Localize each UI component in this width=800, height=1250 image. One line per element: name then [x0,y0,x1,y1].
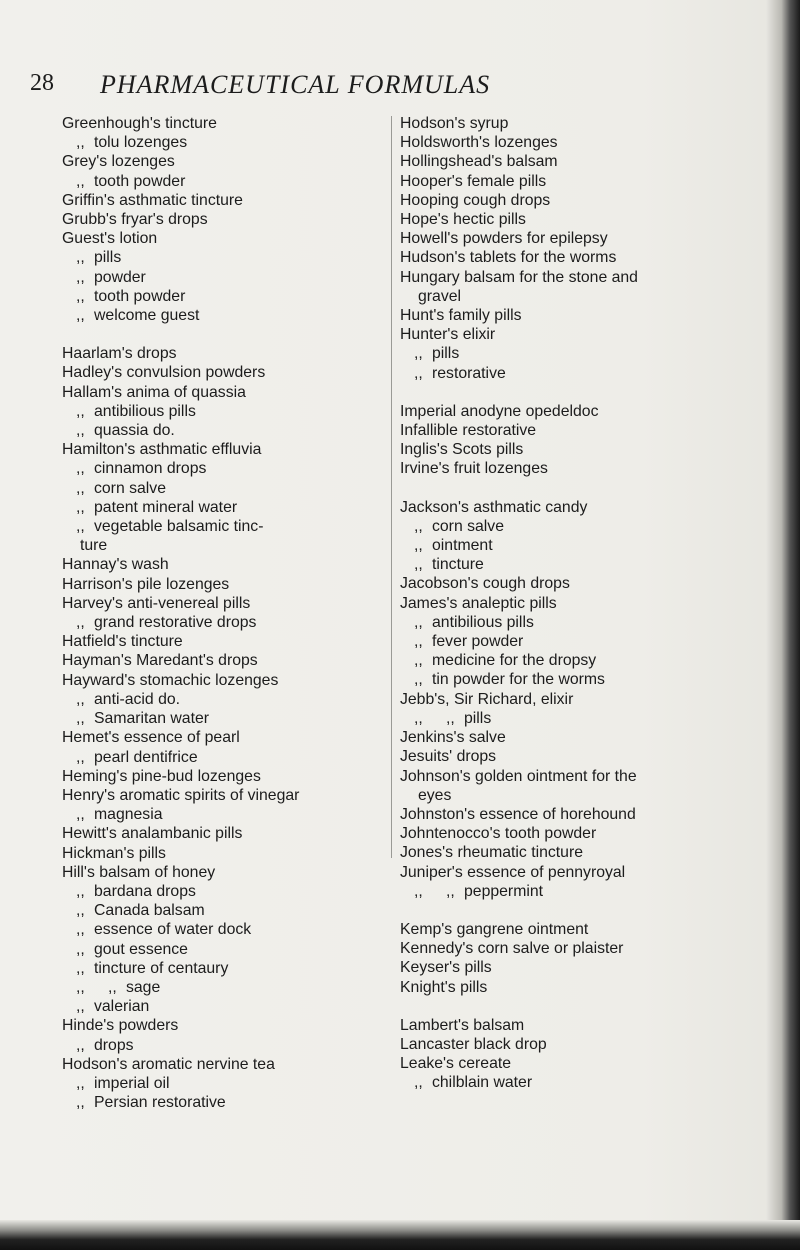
entry-text: Hunter's elixir [400,326,496,344]
entry-text: restorative [432,364,506,382]
entry-text: Grey's lozenges [62,153,175,171]
ditto-mark: ,, [76,940,85,958]
ditto-mark: ,, [414,1074,423,1092]
formula-entry [400,287,722,306]
formula-entry [62,555,382,574]
entry-text: Johntenocco's tooth powder [400,825,597,843]
entry-text: Jenkins's salve [400,729,506,747]
entry-text: Hodson's aromatic nervine tea [62,1055,275,1073]
formula-entry [62,1016,382,1035]
formula-entry [62,287,382,306]
formula-entry [62,383,382,402]
formula-entry [62,940,382,959]
formula-entry [400,1016,722,1035]
entry-text: tincture of centaury [94,959,229,977]
entry-text: Kennedy's corn salve or plaister [400,940,624,958]
formula-entry [400,229,722,248]
formula-entry [400,920,722,939]
formula-entry [62,613,382,632]
left-column [62,114,382,1112]
formula-entry [62,844,382,863]
entry-text: Harvey's anti-venereal pills [62,594,251,612]
ditto-mark: ,, [414,364,423,382]
entry-text: pills [464,709,492,727]
entry-text: Hadley's convulsion powders [62,364,266,382]
ditto-mark: ,, [76,268,85,286]
entry-text: eyes [418,786,452,804]
ditto-mark: ,, [76,998,85,1016]
formula-entry [62,363,382,382]
ditto-mark: ,, [414,709,423,727]
ditto-mark: ,, [76,1036,85,1054]
formula-entry [400,248,722,267]
entry-text: tolu lozenges [94,134,188,152]
formula-entry [62,440,382,459]
entry-text: Hunt's family pills [400,307,522,325]
entry-text: Hollingshead's balsam [400,153,558,171]
entry-text: Heming's pine-bud lozenges [62,767,261,785]
entry-text: James's analeptic pills [400,594,557,612]
column-rule [391,116,392,858]
formula-entry [62,1093,382,1112]
entry-text: essence of water dock [94,921,252,939]
ditto-mark: ,, [76,307,85,325]
formula-entry [400,613,722,632]
entry-text: medicine for the dropsy [432,652,597,670]
entry-text: tooth powder [94,287,186,305]
ditto-mark: ,, [76,690,85,708]
entry-text: tin powder for the worms [432,671,605,689]
entry-text: Jones's rheumatic tincture [400,844,584,862]
ditto-mark: ,, [414,652,423,670]
formula-entry [62,1074,382,1093]
formula-entry [400,133,722,152]
ditto-mark: ,, [76,978,85,996]
ditto-mark: ,, [76,710,85,728]
formula-entry [400,958,722,977]
entry-text: antibilious pills [94,402,196,420]
formula-entry [62,306,382,325]
formula-entry [62,671,382,690]
entry-text: magnesia [94,806,163,824]
entry-text: Haarlam's drops [62,345,177,363]
formula-entry [62,344,382,363]
entry-text: pills [94,249,122,267]
entry-text: Hickman's pills [62,844,166,862]
formula-entry [62,229,382,248]
entry-group-gap [62,325,382,344]
page-header [30,70,590,104]
entry-text: Hooper's female pills [400,172,547,190]
formula-entry [400,517,722,536]
formula-entry [62,978,382,997]
entry-text: Hungary balsam for the stone and [400,268,638,286]
formula-entry [400,1073,722,1092]
ditto-mark: ,, [414,613,423,631]
entry-text: Harrison's pile lozenges [62,575,230,593]
page-edge-shadow-bottom [0,1220,800,1250]
entry-text: Keyser's pills [400,959,492,977]
formula-entry [400,574,722,593]
ditto-mark: ,, [414,633,423,651]
entry-text: Leake's cereate [400,1055,512,1073]
entry-text: chilblain water [432,1074,533,1092]
entry-text: Hamilton's asthmatic effluvia [62,441,262,459]
formula-entry [400,670,722,689]
formula-entry [400,824,722,843]
entry-text: gout essence [94,940,188,958]
entry-text: Holdsworth's lozenges [400,134,558,152]
entry-text: corn salve [94,479,166,497]
formula-entry [400,536,722,555]
ditto-mark: ,, [414,882,423,900]
entry-text: Irvine's fruit lozenges [400,460,548,478]
formula-entry [62,901,382,920]
formula-entry [62,767,382,786]
formula-entry [62,248,382,267]
entry-text: Canada balsam [94,902,205,920]
entry-text: imperial oil [94,1074,170,1092]
formula-entry [62,632,382,651]
ditto-mark: ,, [76,959,85,977]
ditto-mark: ,, [76,806,85,824]
formula-entry [400,421,722,440]
formula-entry [400,440,722,459]
formula-entry [400,939,722,958]
entry-text: Persian restorative [94,1094,226,1112]
entry-text: antibilious pills [432,613,534,631]
formula-entry [62,479,382,498]
formula-entry [62,402,382,421]
ditto-mark: ,, [414,537,423,555]
entry-text: grand restorative drops [94,614,257,632]
formula-entry [400,786,722,805]
ditto-mark: ,, [76,249,85,267]
entry-text: sage [126,978,161,996]
formula-entry [62,690,382,709]
entry-text: powder [94,268,146,286]
entry-text: quassia do. [94,422,175,440]
formula-entry [400,632,722,651]
formula-entry [62,268,382,287]
entry-text: welcome guest [94,307,200,325]
formula-entry [400,1054,722,1073]
entry-text: fever powder [432,633,524,651]
formula-entry [62,920,382,939]
entry-text: ture [80,537,108,555]
entry-text: Knight's pills [400,978,488,996]
entry-text: bardana drops [94,882,196,900]
entry-text: Johnston's essence of horehound [400,805,636,823]
ditto-mark: ,, [76,882,85,900]
formula-entry [62,651,382,670]
entry-text: Johnson's golden ointment for the [400,767,637,785]
page-edge-shadow-right [766,0,800,1250]
formula-entry [400,306,722,325]
entry-text: Samaritan water [94,710,210,728]
formula-entry [62,728,382,747]
formula-entry [400,709,722,728]
formula-entry [62,959,382,978]
entry-text: Kemp's gangrene ointment [400,920,589,938]
entry-text: Hannay's wash [62,556,169,574]
entry-text: Jackson's asthmatic candy [400,498,588,516]
entry-text: Hodson's syrup [400,115,509,132]
ditto-mark: ,, [76,172,85,190]
ditto-mark: ,, [76,460,85,478]
entry-group-gap [400,997,722,1016]
formula-entry [400,690,722,709]
formula-entry [62,152,382,171]
ditto-mark: ,, [414,671,423,689]
entry-text: pearl dentifrice [94,748,198,766]
formula-entry [62,536,382,555]
entry-text: tooth powder [94,172,186,190]
ditto-mark: ,, [446,709,455,727]
formula-entry [62,863,382,882]
entry-text: Infallible restorative [400,422,537,440]
entry-text: vegetable balsamic tinc- [94,518,264,536]
formula-entry [400,767,722,786]
entry-text: Henry's aromatic spirits of vinegar [62,786,300,804]
entry-text: Hewitt's analambanic pills [62,825,243,843]
entry-text: patent mineral water [94,498,238,516]
formula-entry [62,517,382,536]
formula-entry [400,459,722,478]
formula-entry [62,786,382,805]
ditto-mark: ,, [76,498,85,516]
ditto-mark: ,, [414,345,423,363]
formula-entry [62,114,382,133]
entry-text: Hooping cough drops [400,191,551,209]
running-title: PHARMACEUTICAL FORMULAS [100,70,491,99]
formula-entry [400,210,722,229]
formula-entry [400,1035,722,1054]
formula-entry [400,325,722,344]
formula-entry [62,133,382,152]
formula-entry [62,997,382,1016]
formula-entry [62,594,382,613]
formula-entry [62,882,382,901]
formula-entry [62,459,382,478]
entry-text: Hope's hectic pills [400,211,526,229]
formula-entry [62,498,382,517]
entry-text: Jebb's, Sir Richard, elixir [400,690,574,708]
formula-entry [400,268,722,287]
entry-text: ointment [432,537,493,555]
formula-entry [62,1036,382,1055]
entry-text: drops [94,1036,134,1054]
formula-entry [400,594,722,613]
formula-entry [62,191,382,210]
page-number: 28 [30,70,54,96]
ditto-mark: ,, [76,422,85,440]
entry-text: Imperial anodyne opedeldoc [400,402,599,420]
entry-text: Hatfield's tincture [62,633,183,651]
ditto-mark: ,, [76,518,85,536]
entry-text: Griffin's asthmatic tincture [62,191,243,209]
formula-entry [400,555,722,574]
entry-text: Hinde's powders [62,1017,179,1035]
ditto-mark: ,, [76,402,85,420]
formula-entry [400,364,722,383]
formula-entry [62,421,382,440]
ditto-mark: ,, [76,134,85,152]
entry-text: Lancaster black drop [400,1035,547,1053]
entry-text: Hill's balsam of honey [62,863,216,881]
ditto-mark: ,, [446,882,455,900]
formula-entry [400,152,722,171]
ditto-mark: ,, [76,748,85,766]
ditto-mark: ,, [414,517,423,535]
entry-text: pills [432,345,460,363]
entry-text: gravel [418,287,462,305]
formula-entry [62,748,382,767]
ditto-mark: ,, [414,556,423,574]
formula-entry [400,805,722,824]
entry-text: Hayman's Maredant's drops [62,652,258,670]
entry-text: Jesuits' drops [400,748,497,766]
ditto-mark: ,, [76,1074,85,1092]
formula-entry [400,882,722,901]
formula-entry [400,651,722,670]
formula-entry [62,1055,382,1074]
entry-text: Hudson's tablets for the worms [400,249,617,267]
formula-entry [62,805,382,824]
entry-group-gap [400,479,722,498]
ditto-mark: ,, [76,921,85,939]
ditto-mark: ,, [76,287,85,305]
entry-text: peppermint [464,882,544,900]
entry-group-gap [400,901,722,920]
entry-text: Hayward's stomachic lozenges [62,671,279,689]
entry-text: Lambert's balsam [400,1016,525,1034]
ditto-mark: ,, [76,902,85,920]
entry-text: Hallam's anima of quassia [62,383,246,401]
formula-entry [400,191,722,210]
formula-entry [400,402,722,421]
entry-text: Juniper's essence of pennyroyal [400,863,626,881]
formula-entry [400,747,722,766]
formula-entry [62,824,382,843]
entry-text: Greenhough's tincture [62,115,217,132]
formula-entry [400,978,722,997]
formula-entry [400,863,722,882]
formula-entry [400,498,722,517]
entry-group-gap [400,383,722,402]
entry-text: tincture [432,556,484,574]
formula-entry [62,172,382,191]
formula-entry [400,728,722,747]
ditto-mark: ,, [108,978,117,996]
formula-entry [400,172,722,191]
formula-entry [62,210,382,229]
formula-entry [400,344,722,363]
entry-text: Guest's lotion [62,230,158,248]
formula-entry [400,114,722,133]
ditto-mark: ,, [76,1094,85,1112]
entry-text: Grubb's fryar's drops [62,211,208,229]
entry-text: corn salve [432,517,504,535]
entry-text: Jacobson's cough drops [400,575,570,593]
ditto-mark: ,, [76,614,85,632]
formula-entry [62,575,382,594]
formula-entry [62,709,382,728]
entry-text: anti-acid do. [94,690,181,708]
entry-text: Howell's powders for epilepsy [400,230,608,248]
ditto-mark: ,, [76,479,85,497]
entry-text: cinnamon drops [94,460,207,478]
entry-text: Inglis's Scots pills [400,441,524,459]
formula-entry [400,843,722,862]
right-column [400,114,722,1093]
entry-text: Hemet's essence of pearl [62,729,240,747]
entry-text: valerian [94,998,150,1016]
